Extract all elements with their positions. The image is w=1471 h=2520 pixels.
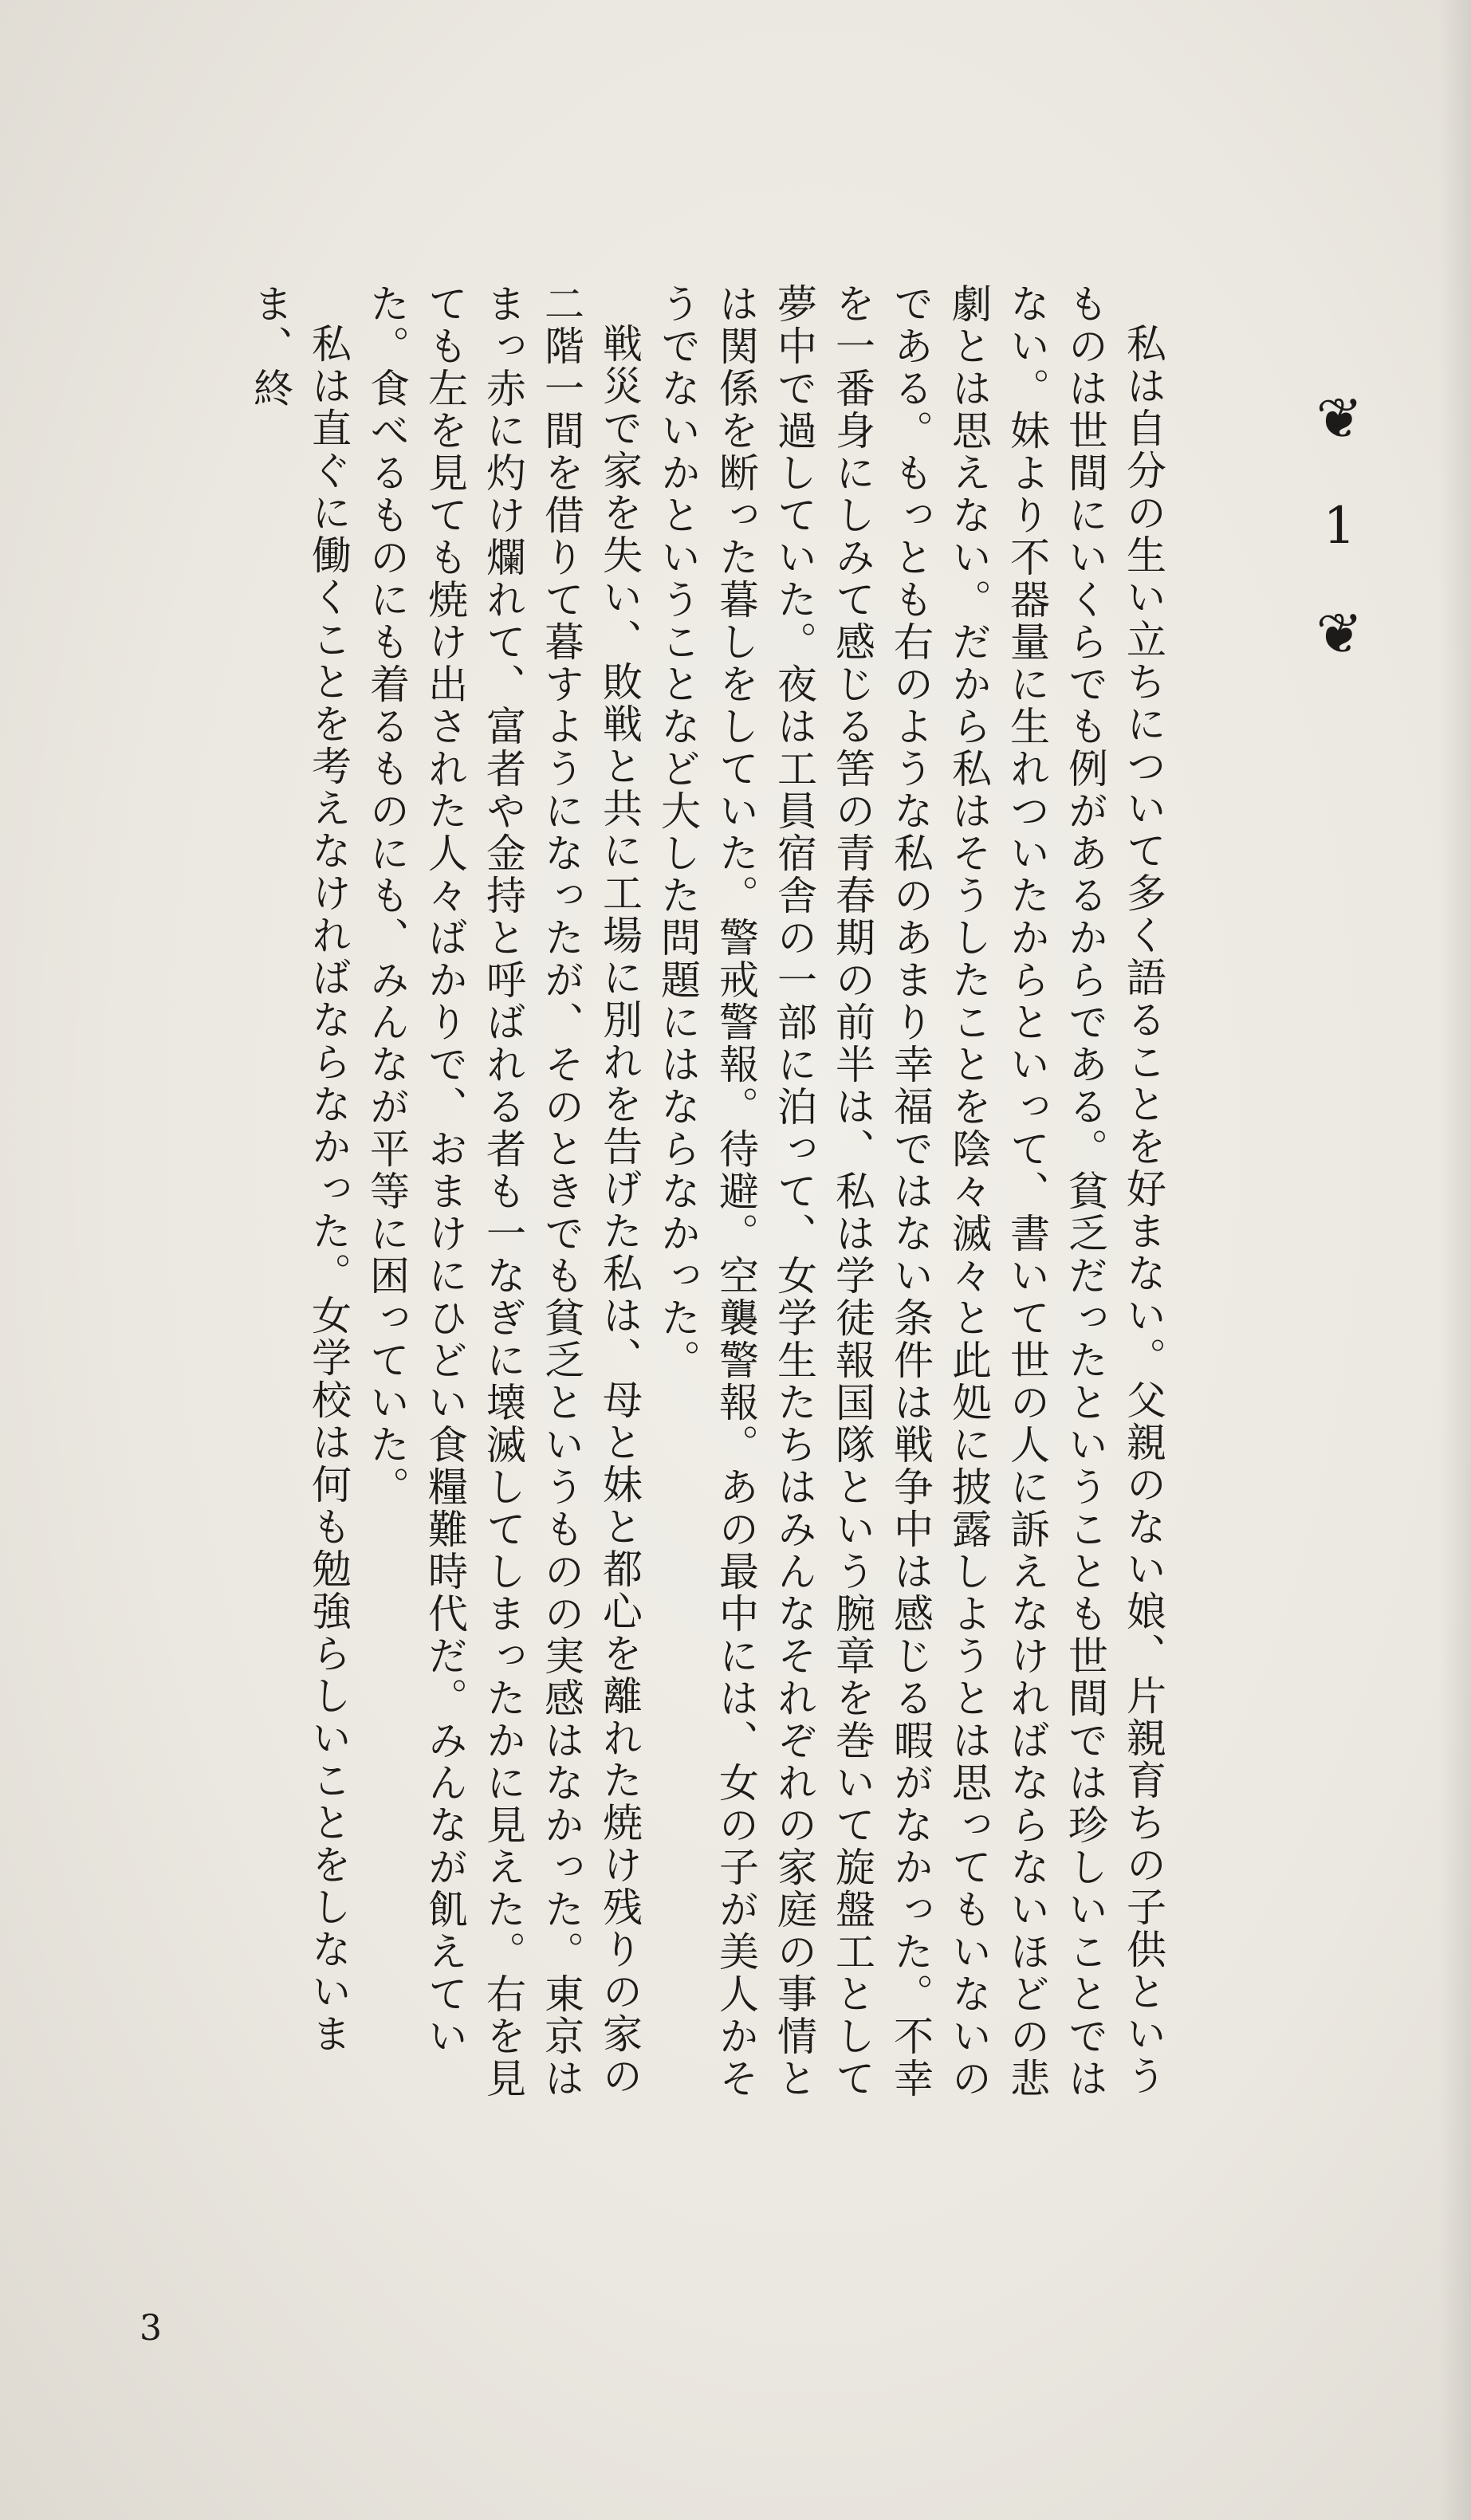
- page-number: 3: [140, 2308, 162, 2349]
- body-text: [136, 283, 1172, 2117]
- chapter-number: 1: [1323, 497, 1356, 556]
- page-edge-shadow: [1439, 0, 1471, 2520]
- paragraph-1: 私は自分の生い立ちについて多く語ることを好まない。父親のない娘、片親育ちの子供というものは世間にいくらでも例があるからである。貧乏だったということも世間では珍しいことではない。妹より不器量に生れついたからといって、書いて世の人に訴えなければならないほどの悲劇とは思えない。だから私はそうしたことを陰々滅々と此処に披露しようとは思ってもいないのである。もっとも右のような私のあまり幸福ではない条件は戦争中は感じる暇がなかった。不幸を一番身にしみて感じる筈の青春期の前半は、私は学徒報国隊という腕章を巻いて旋盤工として夢中で過していた。夜は工員宿舎の一部に泊って、女学生たちはみんなそれぞれの家庭の事情とは関係を断った暮しをしていた。警戒警報。待避。空襲警報。あの最中には、女の子が美人かそうでないかということなど大した問題にはならなかった。: [655, 283, 1166, 2100]
- paragraph-2: 戦災で家を失い、敗戦と共に工場に別れを告げた私は、母と妹と都心を離れた焼け残りの家の二階一間を借りて暮すようになったが、そのときでも貧乏というものの実感はなかった。東京はまっ赤に灼け爛れて、富者や金持と呼ばれる者も一なぎに壊滅してしまったかに見えた。右を見ても左を見ても焼け出された人々ばかりで、おまけにひどい食糧難時代だ。みんなが飢えていた。食べるものにも着るものにも、みんなが平等に困っていた。: [364, 283, 643, 2100]
- chapter-heading: [1276, 383, 1403, 725]
- paragraph-3: 私は直ぐに働くことを考えなければならなかった。女学校は何も勉強らしいことをしないまま、終: [247, 283, 352, 2055]
- ornament-top-icon: ❦: [1316, 386, 1363, 451]
- ornament-bottom-icon: ❦: [1316, 601, 1363, 666]
